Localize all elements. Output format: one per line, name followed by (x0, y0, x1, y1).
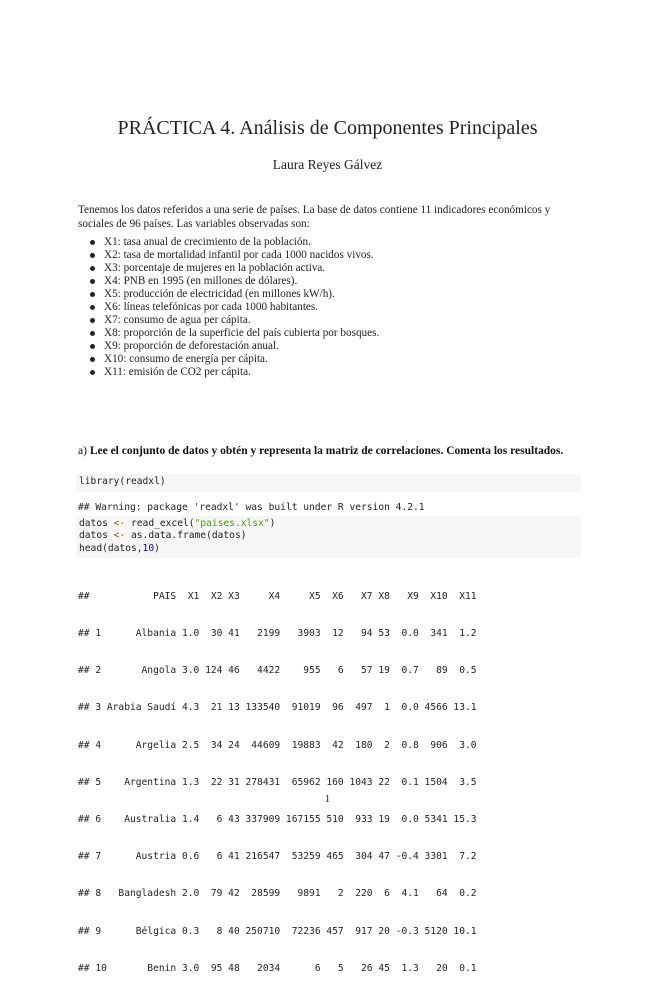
code-operator: <- (113, 530, 126, 542)
table-row: ## 5 Argentina 1.3 22 31 278431 65962 160 1043 22 0.1 1504 3.5 (78, 776, 477, 788)
question-text: Lee el conjunto de datos y obtén y representa la matriz de correlaciones. Comenta los resultados. (89, 445, 564, 457)
question-a (78, 444, 581, 458)
list-item (86, 249, 576, 262)
bullet-icon (90, 305, 95, 310)
code-string: "paises.xlsx" (194, 518, 270, 529)
list-item (86, 340, 576, 353)
bullet-icon (90, 357, 95, 362)
variable-description: X6: líneas telefónicas por cada 1000 habitantes. (104, 301, 319, 313)
bullet-icon (90, 344, 95, 349)
list-item (86, 288, 576, 301)
code-line (79, 530, 578, 542)
code-token: datos (79, 530, 114, 542)
intro-paragraph: Tenemos los datos referidos a una serie de países. La base de datos contiene 11 indicadores económicos y sociales de 96 países. Las variables observadas son: (78, 204, 551, 230)
variable-description: X1: tasa anual de crecimiento de la población. (104, 236, 311, 248)
variable-list (86, 236, 576, 379)
table-row: ## 9 Bélgica 0.3 8 40 250710 72236 457 917 20 -0.3 5120 10.1 (78, 925, 477, 937)
list-item (86, 314, 576, 327)
table-row: ## 1 Albania 1.0 30 41 2199 3903 12 94 53 0.0 341 1.2 (78, 628, 477, 640)
variable-description: X2: tasa de mortalidad infantil por cada 1000 nacidos vivos. (104, 249, 374, 261)
code-token: read_excel( (125, 518, 195, 529)
list-item (86, 353, 576, 366)
table-row: ## 7 Austria 0.6 6 41 216547 53259 465 304 47 -0.4 3301 7.2 (78, 851, 477, 863)
data-table-output (78, 566, 477, 1000)
list-item (86, 366, 576, 379)
code-block-read (76, 516, 581, 558)
table-row: ## 3 Arabia Saudí 4.3 21 13 133540 91019 96 497 1 0.0 4566 13.1 (78, 702, 477, 714)
bullet-icon (90, 279, 95, 284)
variable-description: X9: proporción de deforestación anual. (104, 340, 279, 352)
table-header: ## PAIS X1 X2 X3 X4 X5 X6 X7 X8 X9 X10 X11 (78, 590, 477, 602)
code-token: ) (269, 518, 276, 529)
variable-description: X10: consumo de energía per cápita. (104, 353, 268, 365)
table-row: ## 2 Angola 3.0 124 46 4422 955 6 57 19 0.7 89 0.5 (78, 665, 477, 677)
list-item (86, 275, 576, 288)
question-label: a) (78, 445, 90, 457)
table-row: ## 10 Benin 3.0 95 48 2034 6 5 26 45 1.3 20 0.1 (78, 962, 477, 974)
variable-description: X3: porcentaje de mujeres en la población activa. (104, 262, 326, 274)
bullet-icon (90, 318, 95, 323)
bullet-icon (90, 240, 95, 245)
code-block-library (76, 474, 581, 492)
code-line: library(readxl) (79, 476, 166, 487)
code-token: datos (79, 518, 114, 529)
table-row: ## 8 Bangladesh 2.0 79 42 28599 9891 2 220 6 4.1 64 0.2 (78, 888, 477, 900)
code-token: as.data.frame(datos) (125, 530, 247, 542)
list-item (86, 236, 576, 249)
list-item (86, 262, 576, 275)
document-author: Laura Reyes Gálvez (272, 157, 383, 172)
bullet-icon (90, 331, 95, 336)
table-row: ## 4 Argelia 2.5 34 24 44609 19883 42 180 2 0.8 906 3.0 (78, 739, 477, 751)
code-token: head(datos, (79, 542, 143, 554)
bullet-icon (90, 370, 95, 375)
warning-output: ## Warning: package 'readxl' was built under R version 4.2.1 (78, 502, 425, 513)
table-row: ## 6 Australia 1.4 6 43 337909 167155 510 933 19 0.0 5341 15.3 (78, 814, 477, 826)
list-item (86, 327, 576, 340)
document-title: PRÁCTICA 4. Análisis de Componentes Principales (117, 117, 538, 139)
bullet-icon (90, 292, 95, 297)
variable-description: X8: proporción de la superficie del país cubierta por bosques. (104, 327, 380, 339)
list-item (86, 301, 576, 314)
bullet-icon (90, 253, 95, 258)
bullet-icon (90, 266, 95, 271)
code-token: ) (154, 542, 160, 554)
variable-description: X5: producción de electricidad (en millones kW/h). (104, 288, 335, 300)
variable-description: X4: PNB en 1995 (en millones de dólares). (104, 275, 298, 287)
page-number: 1 (324, 793, 331, 805)
variable-description: X11: emisión de CO2 per cápita. (104, 366, 251, 378)
code-operator: <- (113, 518, 126, 529)
variable-description: X7: consumo de agua per cápita. (104, 314, 251, 326)
code-number: 10 (142, 542, 155, 554)
code-line (79, 518, 578, 530)
code-line (79, 543, 578, 555)
